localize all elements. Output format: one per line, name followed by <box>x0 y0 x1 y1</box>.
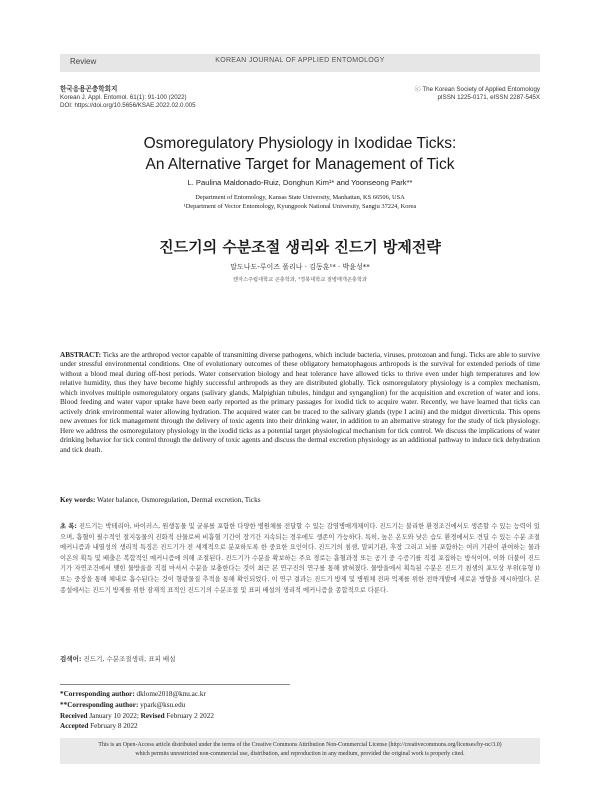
abstract-ko-text: 진드기는 박테리아, 바이러스, 원생동물 및 균류를 포함한 다양한 병원체를 전달할 수 있는 감염병매개체이다. 진드기는 불리한 환경조건에서도 생존할 수 있는 능력이 있으며, 흡혈이 필수적인 절지동물의 진화적 산물로써 비흡혈 기간이 장기간 지속되는 경우에도 생존이 가능하다. 특히, 높은 온도와 낮은 습도 환경에서도 견딜 수 있는 수분 조절 메커니즘과 내열성의 생리적 특징은 진드기가 전 세계적으로 분포하도록 한 중요한 요인이다. 진드기의 침샘, 말피기관, 후장 그리고 뇌를 포함하는 여러 기관이 관여하는 물과 이온의 획득 및 배출은 복합적인 메커니즘에 의해 조절된다. 진드기가 수분을 확보하는 주요 경로는 흡혈과정 또는 공기 중 수증기를 직접 포집하는 방식이며, 이와 더불어 진드기가 자연조건에서 맺힌 물방울을 직접 마셔서 수분을 보충한다는 것이 최근 본 연구진의 연구를 통해 밝혀졌다. 물방울에서 획득된 수분은 진드기 침샘의 포도상 부위(유형 I) 또는 중장을 통해 체내로 흡수된다는 것이 형광물질 추적을 통해 확인되었다. 이 연구 결과는 진드기 방제 및 병원체 전파 억제를 위한 전략개발에 새로운 방향을 제시하였다. 본 종설에서는 진드기 방제를 위한 잠재적 표적인 진드기의 수분조절 및 표피 배설의 생리적 메커니즘을 종합적으로 다룬다. <box>60 523 540 594</box>
citation: Korean J. Appl. Entomol. 61(1): 91-100 (2022) <box>60 94 187 102</box>
affiliations-en <box>0 193 600 211</box>
abstract-ko-label: 초 록: <box>60 523 77 530</box>
issn: pISSN 1225-0171, eISSN 2287-545X <box>437 94 540 102</box>
title-en-line2: An Alternative Target for Management of Tick <box>145 156 455 173</box>
abstract-en-text: Ticks are the arthropod vector capable of transmitting diverse pathogens, which include bacteria, viruses, protozoan and fungi. Ticks are able to survive under stressful environmental conditions. One of evolutionary outcomes of these obligatory hematophagous arthropods is the survival for extended periods of time without a blood meal during off-host periods. Water conservation biology and heat tolerance have allowed ticks to thrive even under high temperatures and low relative humidity, thus they have become highly successful arthropods as they are distributed globally. Tick osmoregulatory physiology is a complex mechanism, which involves multiple osmoregulatory organs (salivary glands, Malpighian tubules, hindgut and synganglion) for the acquisition and excretion of water and ions. Blood feeding and water vapor uptake have been early reported as the primary passages for ixodid tick to acquire water. Recently, we have learned that ticks can actively drink environmental water allowing hydration. The acquired water can be traced to the salivary glands (type I acini) and the midgut diverticula. This opens new avenues for tick management through the delivery of toxic agents into their drinking water, in addition to an alternative strategy for the study of tick physiology. Here we address the osmoregulatory physiology in the ixodid ticks as a potential target physiological mechanism for tick control. We discuss the implications of water drinking behavior for tick control through the delivery of toxic agents and discuss the dermal excretion physiology as an additional pathway to induce tick dehydration and tick death. <box>60 351 540 454</box>
license-line1: This is an Open-Access article distributed under the terms of the Creative Commons Attribution Non-Commercial License (http://creativecommons.org/licenses/by-nc/3.0) <box>98 742 502 748</box>
journal-name-ko: 한국응용곤충학회지 <box>60 86 118 93</box>
corresponding-author-1 <box>60 689 214 700</box>
keywords-ko-label: 검색어: <box>60 655 82 663</box>
license-line2: which permits unrestricted non-commercial use, distribution, and reproduction in any medium, provided the original work is properly cited. <box>135 751 465 757</box>
received-date: January 10 2022; <box>89 711 139 720</box>
section-label: Review <box>70 57 97 66</box>
corresponding-author-2 <box>60 700 214 711</box>
affiliations-ko: 캔자스주립대학교 곤충학과, ¹경북대학교 질병매개곤충학과 <box>233 277 367 283</box>
keywords-en <box>60 496 540 504</box>
footnote-divider <box>60 684 290 685</box>
revised-date: February 2 2022 <box>166 711 214 720</box>
abstract-en-label: ABSTRACT: <box>60 351 102 359</box>
corr2-email[interactable]: ypark@ksu.edu <box>140 700 186 709</box>
abstract-ko <box>60 522 540 596</box>
abstract-en <box>60 351 540 455</box>
copyright: ⓒ The Korean Society of Applied Entomology <box>414 86 540 93</box>
copyright-block <box>415 86 540 102</box>
article-title-ko: 진드기의 수분조절 생리와 진드기 방제전략 <box>159 238 441 256</box>
keywords-ko-text: 진드기, 수분조절생리, 표피 배설 <box>83 655 176 663</box>
keywords-en-text: Water balance, Osmoregulation, Dermal excretion, Ticks <box>97 496 261 504</box>
received-label: Received <box>60 711 88 720</box>
correspondence-block <box>60 689 214 732</box>
keywords-en-label: Key words: <box>60 496 96 504</box>
journal-banner: KOREAN JOURNAL OF APPLIED ENTOMOLOGY <box>215 57 385 64</box>
corr1-email[interactable]: dklome2018@knu.ac.kr <box>136 690 206 698</box>
affiliation-en-1: Department of Entomology, Kansas State University, Manhattan, KS 66506, USA <box>195 194 405 201</box>
title-en-line1: Osmoregulatory Physiology in Ixodidae Ticks: <box>143 135 457 152</box>
accepted-label: Accepted <box>60 722 89 731</box>
corr1-label: *Corresponding author: <box>60 690 135 698</box>
authors-ko: 말도나도-루이즈 폴리나 · 김동훈¹* · 박윤성** <box>230 263 370 271</box>
article-title-en <box>0 133 600 175</box>
doi-link[interactable]: DOI: https://doi.org/10.5656/KSAE.2022.02.0.005 <box>60 102 196 110</box>
keywords-ko <box>60 654 540 663</box>
dates-line <box>60 711 214 722</box>
license-notice <box>60 738 540 764</box>
affiliation-en-2: ¹Department of Vector Entomology, Kyungpook National University, Sangju 37224, Korea <box>183 203 417 210</box>
citation-block <box>60 86 196 111</box>
accepted-date: February 8 2022 <box>90 722 138 731</box>
revised-label: Revised <box>140 711 165 720</box>
accepted-line <box>60 721 214 732</box>
authors-en: L. Paulina Maldonado-Ruiz, Donghun Kim¹* and Yoonseong Park** <box>187 178 413 187</box>
corr2-label: **Corresponding author: <box>60 700 139 709</box>
